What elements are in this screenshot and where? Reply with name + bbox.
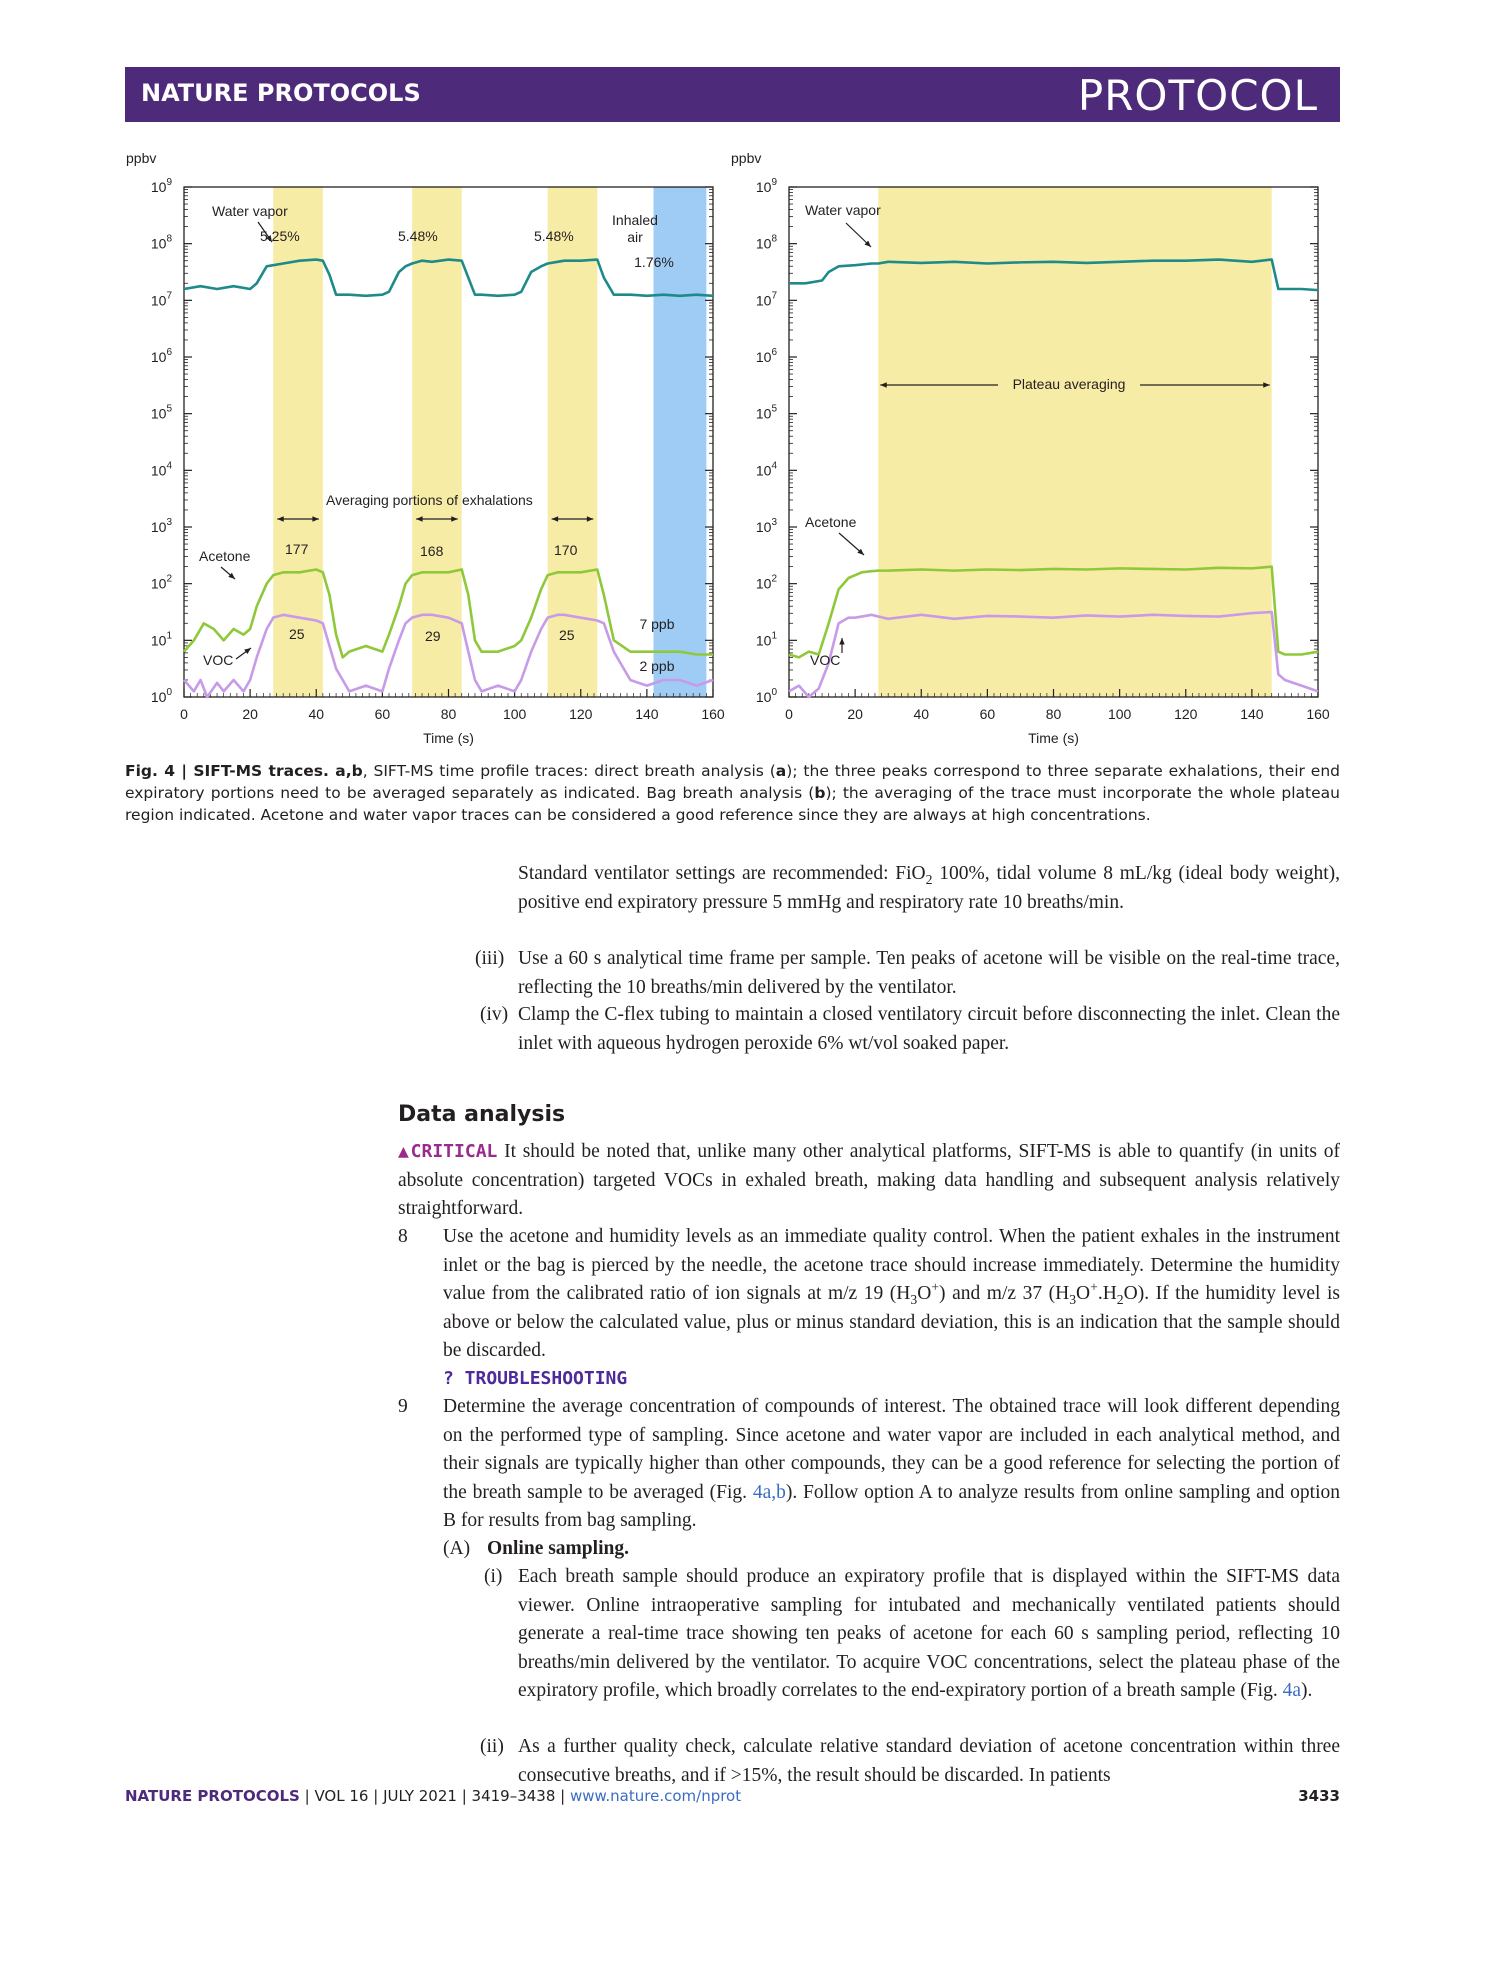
voc-value-label: 25	[559, 627, 575, 643]
x-tick-label: 80	[1045, 706, 1062, 722]
item-iii-label: (iii)	[475, 948, 505, 969]
water-vapor-label: Water vapor	[805, 202, 881, 218]
voc-arrow-head	[839, 638, 844, 644]
inhaled-label-2: air	[627, 229, 643, 245]
caption-text-3: ); the averaging of the trace must incorporate the whole plateau region indicated. Acetone and water vapor traces can be considered a good reference since they are always at high concentrations.	[125, 784, 1340, 824]
voc-value-label: 25	[289, 626, 305, 642]
y-tick-label: $10^5$	[150, 403, 172, 422]
water-pct-label: 5.25%	[260, 228, 300, 244]
y-tick-label: $10^6$	[755, 347, 777, 365]
x-tick-label: 140	[635, 706, 659, 722]
inhaled-pct-label: 1.76%	[634, 254, 674, 270]
page-number: 3433	[1298, 1787, 1340, 1805]
x-tick-label: 100	[1107, 706, 1132, 722]
caption-text-2: ); the three peaks correspond to three separate exhalations, their end expiratory portions need to be averaged separately as indicated. Bag breath analysis (	[125, 762, 1341, 802]
x-tick-label: 160	[701, 706, 725, 722]
y-tick-label: $10^3$	[150, 517, 172, 535]
y-tick-label: $10^5$	[755, 403, 777, 422]
chart-panel-a	[125, 145, 725, 745]
acetone-inhaled-label: 7 ppb	[639, 616, 675, 632]
sub-i-label: (i)	[484, 1566, 503, 1587]
y-tick-label: $10^0$	[755, 687, 777, 705]
y-tick-label: $10^4$	[755, 460, 777, 479]
x-axis-label: Time (s)	[1028, 730, 1079, 746]
water-pct-label: 5.48%	[398, 228, 438, 244]
voc-label: VOC	[810, 652, 841, 668]
sub-ii-label: (ii)	[480, 1736, 504, 1757]
x-tick-label: 160	[1306, 706, 1330, 722]
option-a-title: Online sampling.	[487, 1538, 629, 1559]
footer-volume: VOL 16	[314, 1787, 369, 1805]
x-tick-label: 40	[308, 706, 325, 722]
caption-ref-b: b	[351, 762, 363, 780]
para-ventilator: Standard ventilator settings are recommended: FiO$_2$ 100%, tidal volume 8 mL/kg (ideal body weight), positive end expiratory pressure 5 mmHg and respiratory rate 10 breaths/min.	[518, 863, 1340, 913]
section-name: PROTOCOL	[1077, 71, 1318, 120]
section-heading: Data analysis	[398, 1102, 566, 1127]
y-tick-label: $10^8$	[150, 233, 172, 252]
x-tick-label: 60	[979, 706, 996, 722]
y-tick-label: $10^7$	[150, 290, 172, 309]
footer-url[interactable]: www.nature.com/nprot	[569, 1787, 742, 1805]
acetone-label: Acetone	[199, 548, 251, 564]
y-axis-label: ppbv	[126, 150, 157, 166]
figure-caption: Fig. 4 | SIFT-MS traces. a,b, SIFT-MS time profile traces: direct breath analysis (a); the three peaks correspond to three separate exhalations, their end expiratory portions need to be averaged separately as indicated. Bag breath analysis (b); the averaging of the trace must incorporate the whole plateau region indicated. Acetone and water vapor traces can be considered a good reference since they are always at high concentrations.	[125, 762, 1341, 824]
sub-ii-text: As a further quality check, calculate relative standard deviation of acetone concentration within three consecutive breaths, and if >15%, the result should be discarded. In patients	[518, 1736, 1340, 1786]
chart-b-svg	[730, 145, 1330, 745]
plateau-label: Plateau averaging	[1012, 376, 1126, 392]
fig-4ab-link[interactable]: 4a,b	[752, 1481, 786, 1503]
journal-name: NATURE PROTOCOLS	[141, 79, 421, 107]
acetone-value-label: 168	[420, 543, 444, 559]
caption-b: b	[814, 784, 826, 802]
caption-a: a	[775, 762, 787, 780]
x-tick-label: 20	[847, 706, 863, 722]
critical-label: ▲CRITICAL	[398, 1141, 498, 1162]
acetone-label: Acetone	[805, 514, 857, 530]
footer-pages: 3419–3438	[471, 1787, 556, 1805]
page-footer: NATURE PROTOCOLS | VOL 16 | JULY 2021 | 3419–3438 | www.nature.com/nprot 3433	[125, 1787, 1340, 1805]
y-tick-label: $10^1$	[150, 630, 172, 649]
x-tick-label: 80	[440, 706, 457, 722]
sub-i-text: Each breath sample should produce an expiratory profile that is displayed within the SIFT-MS data viewer. Online intraoperative sampling for intubated and mechanically ventilated patients should generate a real-time trace showing ten peaks of acetone for each 60 s sampling period, reflecting 10 breaths/min delivered by the ventilator. To acquire VOC concentrations, select the plateau phase of the expiratory profile, which broadly correlates to the end-expiratory portion of a breath sample (Fig. 4a).	[518, 1566, 1340, 1701]
x-tick-label: 60	[374, 706, 391, 722]
x-tick-label: 120	[569, 706, 593, 722]
y-tick-label: $10^9$	[150, 177, 172, 195]
x-tick-label: 20	[242, 706, 258, 722]
chart-panel-b	[730, 145, 1330, 745]
x-axis-label: Time (s)	[423, 730, 474, 746]
y-tick-label: $10^8$	[755, 233, 777, 252]
caption-label: Fig. 4 | SIFT-MS traces.	[125, 762, 329, 780]
troubleshooting-link[interactable]: ? TROUBLESHOOTING	[443, 1368, 628, 1389]
y-tick-label: $10^7$	[755, 290, 777, 309]
water-pct-label: 5.48%	[534, 228, 574, 244]
y-tick-label: $10^3$	[755, 517, 777, 535]
step-8-number: 8	[398, 1226, 408, 1247]
y-axis-label: ppbv	[731, 150, 762, 166]
step-9-text: Determine the average concentration of compounds of interest. The obtained trace will look different depending on the performed type of sampling. Since acetone and water vapor are included in each analytical method, and their signals are typically higher than other compounds, they can be a good reference for selecting the portion of the breath sample to be averaged (Fig. 4a,b). Follow option A to analyze results from online sampling and option B for results from bag sampling.	[443, 1396, 1340, 1531]
caption-text-1: , SIFT-MS time profile traces: direct breath analysis (	[362, 762, 776, 780]
chart-a-svg	[125, 145, 725, 745]
voc-inhaled-label: 2 ppb	[639, 658, 675, 674]
y-tick-label: $10^6$	[150, 347, 172, 365]
item-iii-text: Use a 60 s analytical time frame per sample. Ten peaks of acetone will be visible on the real-time trace, reflecting the 10 breaths/min delivered by the ventilator.	[518, 948, 1340, 998]
y-tick-label: $10^9$	[755, 177, 777, 195]
step-8-text: Use the acetone and humidity levels as an immediate quality control. When the patient exhales in the instrument inlet or the bag is pierced by the needle, the acetone trace should increase immediately. Determine the humidity value from the calibrated ratio of ion signals at m/z 19 $(H_3O^+)$ and m/z 37 $(H_3O^+.H_2O)$. If the humidity level is above or below the calculated value, plus or minus standard deviation, this is an indication that the sample should be discarded.	[443, 1226, 1340, 1361]
voc-arrow-head	[244, 648, 251, 654]
option-a-label: (A)	[443, 1538, 471, 1559]
footer-journal: NATURE PROTOCOLS	[125, 1787, 300, 1805]
inhaled-label-1: Inhaled	[612, 212, 658, 228]
voc-label: VOC	[203, 652, 234, 668]
x-tick-label: 100	[502, 706, 527, 722]
y-tick-label: $10^2$	[150, 573, 172, 592]
footer-date: JULY 2021	[383, 1787, 457, 1805]
voc-value-label: 29	[425, 628, 441, 644]
x-tick-label: 40	[913, 706, 930, 722]
acetone-value-label: 177	[285, 541, 309, 557]
y-tick-label: $10^2$	[755, 573, 777, 592]
x-tick-label: 0	[180, 706, 188, 722]
acetone-value-label: 170	[554, 542, 578, 558]
item-iv-text: Clamp the C-flex tubing to maintain a closed ventilatory circuit before disconnecting the inlet. Clean the inlet with aqueous hydrogen peroxide 6% wt/vol soaked paper.	[518, 1004, 1340, 1054]
critical-note: ▲CRITICAL It should be noted that, unlike many other analytical platforms, SIFT-MS is able to quantify (in units of absolute concentration) targeted VOCs in exhaled breath, making data handling and subsequent analysis relatively straightforward.	[398, 1141, 1340, 1219]
x-tick-label: 0	[785, 706, 793, 722]
item-iv-label: (iv)	[480, 1004, 509, 1025]
y-tick-label: $10^4$	[150, 460, 172, 479]
journal-header-bar	[125, 67, 1340, 122]
x-tick-label: 140	[1240, 706, 1264, 722]
y-tick-label: $10^1$	[755, 630, 777, 649]
fig-4a-link[interactable]: 4a	[1282, 1680, 1301, 1701]
step-9-number: 9	[398, 1396, 408, 1417]
water-vapor-label: Water vapor	[212, 203, 288, 219]
x-tick-label: 120	[1174, 706, 1198, 722]
y-tick-label: $10^0$	[150, 687, 172, 705]
averaging-label: Averaging portions of exhalations	[326, 492, 533, 508]
caption-ref-a: a	[335, 762, 346, 780]
